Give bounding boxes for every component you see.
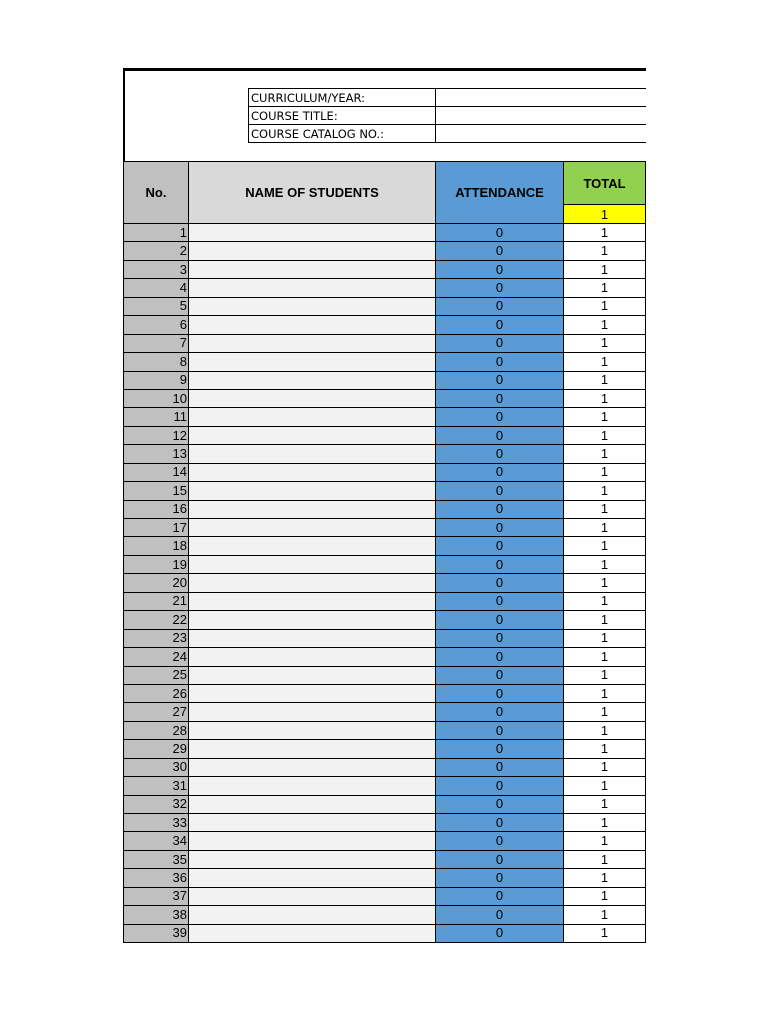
- attendance-cell[interactable]: 0: [436, 814, 564, 832]
- total-cell: 1: [564, 334, 646, 352]
- student-number-cell: 3: [124, 260, 189, 278]
- student-name-cell[interactable]: [189, 353, 436, 371]
- student-name-cell[interactable]: [189, 316, 436, 334]
- total-cell: 1: [564, 555, 646, 573]
- table-row: [124, 703, 646, 721]
- attendance-cell[interactable]: 0: [436, 777, 564, 795]
- table-row: [124, 260, 646, 278]
- attendance-cell[interactable]: 0: [436, 795, 564, 813]
- student-name-cell[interactable]: [189, 426, 436, 444]
- total-cell: 1: [564, 482, 646, 500]
- student-name-cell[interactable]: [189, 537, 436, 555]
- table-row: [124, 666, 646, 684]
- total-cell: 1: [564, 777, 646, 795]
- course-info-row: [249, 125, 647, 143]
- student-number-cell: 33: [124, 814, 189, 832]
- attendance-cell[interactable]: 0: [436, 279, 564, 297]
- course-info-value-field[interactable]: [436, 107, 647, 125]
- total-cell: 1: [564, 684, 646, 702]
- table-row: [124, 887, 646, 905]
- total-sum-cell[interactable]: 1: [564, 204, 645, 223]
- attendance-cell[interactable]: 0: [436, 353, 564, 371]
- table-row: [124, 592, 646, 610]
- student-name-cell[interactable]: [189, 740, 436, 758]
- attendance-cell[interactable]: 0: [436, 629, 564, 647]
- total-cell: 1: [564, 463, 646, 481]
- attendance-cell[interactable]: 0: [436, 555, 564, 573]
- total-cell: 1: [564, 519, 646, 537]
- student-name-cell[interactable]: [189, 224, 436, 242]
- attendance-cell[interactable]: 0: [436, 408, 564, 426]
- roster-header-row: [124, 162, 646, 224]
- table-row: [124, 850, 646, 868]
- student-name-cell[interactable]: [189, 500, 436, 518]
- attendance-cell[interactable]: 0: [436, 519, 564, 537]
- student-number-cell: 29: [124, 740, 189, 758]
- student-number-cell: 21: [124, 592, 189, 610]
- attendance-cell[interactable]: 0: [436, 371, 564, 389]
- student-number-cell: 11: [124, 408, 189, 426]
- table-row: [124, 408, 646, 426]
- table-row: [124, 242, 646, 260]
- attendance-cell[interactable]: 0: [436, 832, 564, 850]
- student-name-cell[interactable]: [189, 519, 436, 537]
- student-number-cell: 38: [124, 906, 189, 924]
- total-cell: 1: [564, 279, 646, 297]
- student-name-cell[interactable]: [189, 592, 436, 610]
- table-row: [124, 814, 646, 832]
- total-cell: 1: [564, 316, 646, 334]
- table-row: [124, 463, 646, 481]
- table-row: [124, 371, 646, 389]
- table-row: [124, 574, 646, 592]
- attendance-cell[interactable]: 0: [436, 537, 564, 555]
- student-name-cell[interactable]: [189, 334, 436, 352]
- table-row: [124, 777, 646, 795]
- student-name-cell[interactable]: [189, 721, 436, 739]
- student-number-cell: 2: [124, 242, 189, 260]
- table-row: [124, 224, 646, 242]
- course-info-table: [248, 88, 646, 143]
- student-number-cell: 37: [124, 887, 189, 905]
- table-row: [124, 721, 646, 739]
- student-name-cell[interactable]: [189, 703, 436, 721]
- attendance-cell[interactable]: 0: [436, 721, 564, 739]
- attendance-cell[interactable]: 0: [436, 463, 564, 481]
- table-row: [124, 740, 646, 758]
- total-cell: 1: [564, 224, 646, 242]
- header-total: [564, 162, 646, 224]
- student-name-cell[interactable]: [189, 906, 436, 924]
- course-info-label: COURSE TITLE:: [249, 107, 436, 125]
- student-number-cell: 28: [124, 721, 189, 739]
- table-row: [124, 869, 646, 887]
- student-name-cell[interactable]: [189, 795, 436, 813]
- student-number-cell: 31: [124, 777, 189, 795]
- student-name-cell[interactable]: [189, 924, 436, 942]
- total-cell: 1: [564, 426, 646, 444]
- student-number-cell: 1: [124, 224, 189, 242]
- attendance-cell[interactable]: 0: [436, 924, 564, 942]
- total-cell: 1: [564, 850, 646, 868]
- total-cell: 1: [564, 832, 646, 850]
- table-row: [124, 924, 646, 942]
- student-name-cell[interactable]: [189, 463, 436, 481]
- table-row: [124, 648, 646, 666]
- student-name-cell[interactable]: [189, 758, 436, 776]
- total-cell: 1: [564, 906, 646, 924]
- table-row: [124, 795, 646, 813]
- course-info-value-field[interactable]: [436, 89, 647, 107]
- student-number-cell: 22: [124, 611, 189, 629]
- attendance-cell[interactable]: 0: [436, 574, 564, 592]
- table-row: [124, 297, 646, 315]
- student-name-cell[interactable]: [189, 666, 436, 684]
- total-cell: 1: [564, 887, 646, 905]
- student-name-cell[interactable]: [189, 408, 436, 426]
- attendance-cell[interactable]: 0: [436, 389, 564, 407]
- total-cell: 1: [564, 648, 646, 666]
- course-info-row: [249, 89, 647, 107]
- student-number-cell: 10: [124, 389, 189, 407]
- table-row: [124, 611, 646, 629]
- student-name-cell[interactable]: [189, 887, 436, 905]
- attendance-cell[interactable]: 0: [436, 426, 564, 444]
- student-name-cell[interactable]: [189, 850, 436, 868]
- attendance-cell[interactable]: 0: [436, 592, 564, 610]
- course-info-label: CURRICULUM/YEAR:: [249, 89, 436, 107]
- course-info-label: COURSE CATALOG NO.:: [249, 125, 436, 143]
- student-name-cell[interactable]: [189, 574, 436, 592]
- student-number-cell: 27: [124, 703, 189, 721]
- table-row: [124, 500, 646, 518]
- student-name-cell[interactable]: [189, 684, 436, 702]
- table-row: [124, 482, 646, 500]
- student-name-cell[interactable]: [189, 648, 436, 666]
- course-info-value-field[interactable]: [436, 125, 647, 143]
- table-row: [124, 832, 646, 850]
- total-cell: 1: [564, 408, 646, 426]
- student-number-cell: 9: [124, 371, 189, 389]
- student-number-cell: 24: [124, 648, 189, 666]
- student-name-cell[interactable]: [189, 389, 436, 407]
- attendance-roster-table: [123, 161, 646, 943]
- header-name-of-students: NAME OF STUDENTS: [189, 162, 436, 224]
- total-cell: 1: [564, 353, 646, 371]
- total-cell: 1: [564, 758, 646, 776]
- table-row: [124, 353, 646, 371]
- course-info-row: [249, 107, 647, 125]
- student-number-cell: 30: [124, 758, 189, 776]
- total-cell: 1: [564, 721, 646, 739]
- student-name-cell[interactable]: [189, 260, 436, 278]
- table-row: [124, 758, 646, 776]
- attendance-cell[interactable]: 0: [436, 684, 564, 702]
- total-cell: 1: [564, 924, 646, 942]
- student-number-cell: 23: [124, 629, 189, 647]
- student-name-cell[interactable]: [189, 371, 436, 389]
- attendance-cell[interactable]: 0: [436, 297, 564, 315]
- student-name-cell[interactable]: [189, 445, 436, 463]
- student-number-cell: 17: [124, 519, 189, 537]
- total-cell: 1: [564, 795, 646, 813]
- student-name-cell[interactable]: [189, 555, 436, 573]
- attendance-cell[interactable]: 0: [436, 224, 564, 242]
- total-cell: 1: [564, 666, 646, 684]
- student-number-cell: 6: [124, 316, 189, 334]
- student-number-cell: 8: [124, 353, 189, 371]
- attendance-cell[interactable]: 0: [436, 887, 564, 905]
- table-row: [124, 426, 646, 444]
- table-row: [124, 555, 646, 573]
- student-name-cell[interactable]: [189, 279, 436, 297]
- attendance-cell[interactable]: 0: [436, 869, 564, 887]
- total-cell: 1: [564, 629, 646, 647]
- total-cell: 1: [564, 389, 646, 407]
- student-number-cell: 35: [124, 850, 189, 868]
- total-cell: 1: [564, 242, 646, 260]
- total-cell: 1: [564, 611, 646, 629]
- attendance-cell[interactable]: 0: [436, 906, 564, 924]
- attendance-cell[interactable]: 0: [436, 648, 564, 666]
- attendance-cell[interactable]: 0: [436, 445, 564, 463]
- table-row: [124, 629, 646, 647]
- student-number-cell: 13: [124, 445, 189, 463]
- total-cell: 1: [564, 500, 646, 518]
- student-name-cell[interactable]: [189, 242, 436, 260]
- attendance-cell[interactable]: 0: [436, 740, 564, 758]
- attendance-cell[interactable]: 0: [436, 242, 564, 260]
- student-name-cell[interactable]: [189, 629, 436, 647]
- student-number-cell: 20: [124, 574, 189, 592]
- table-row: [124, 389, 646, 407]
- total-cell: 1: [564, 740, 646, 758]
- student-number-cell: 19: [124, 555, 189, 573]
- header-total-label: TOTAL: [583, 176, 626, 191]
- student-name-cell[interactable]: [189, 611, 436, 629]
- student-number-cell: 12: [124, 426, 189, 444]
- student-number-cell: 14: [124, 463, 189, 481]
- attendance-cell[interactable]: 0: [436, 316, 564, 334]
- table-row: [124, 537, 646, 555]
- attendance-cell[interactable]: 0: [436, 334, 564, 352]
- total-cell: 1: [564, 814, 646, 832]
- total-cell: 1: [564, 703, 646, 721]
- student-number-cell: 34: [124, 832, 189, 850]
- attendance-cell[interactable]: 0: [436, 500, 564, 518]
- table-row: [124, 316, 646, 334]
- table-row: [124, 334, 646, 352]
- student-number-cell: 26: [124, 684, 189, 702]
- student-name-cell[interactable]: [189, 297, 436, 315]
- table-row: [124, 279, 646, 297]
- student-number-cell: 4: [124, 279, 189, 297]
- student-number-cell: 16: [124, 500, 189, 518]
- total-cell: 1: [564, 297, 646, 315]
- attendance-cell[interactable]: 0: [436, 758, 564, 776]
- student-number-cell: 5: [124, 297, 189, 315]
- attendance-cell[interactable]: 0: [436, 703, 564, 721]
- table-row: [124, 684, 646, 702]
- total-cell: 1: [564, 869, 646, 887]
- student-name-cell[interactable]: [189, 869, 436, 887]
- student-number-cell: 7: [124, 334, 189, 352]
- student-number-cell: 36: [124, 869, 189, 887]
- total-cell: 1: [564, 371, 646, 389]
- student-number-cell: 15: [124, 482, 189, 500]
- student-number-cell: 32: [124, 795, 189, 813]
- total-cell: 1: [564, 574, 646, 592]
- student-number-cell: 39: [124, 924, 189, 942]
- table-row: [124, 445, 646, 463]
- table-row: [124, 519, 646, 537]
- attendance-cell[interactable]: 0: [436, 482, 564, 500]
- student-number-cell: 25: [124, 666, 189, 684]
- student-name-cell[interactable]: [189, 777, 436, 795]
- table-row: [124, 906, 646, 924]
- student-name-cell[interactable]: [189, 482, 436, 500]
- attendance-cell[interactable]: 0: [436, 850, 564, 868]
- student-name-cell[interactable]: [189, 832, 436, 850]
- student-name-cell[interactable]: [189, 814, 436, 832]
- total-cell: 1: [564, 445, 646, 463]
- student-number-cell: 18: [124, 537, 189, 555]
- attendance-cell[interactable]: 0: [436, 666, 564, 684]
- header-no: No.: [124, 162, 189, 224]
- attendance-cell[interactable]: 0: [436, 611, 564, 629]
- attendance-cell[interactable]: 0: [436, 260, 564, 278]
- total-cell: 1: [564, 592, 646, 610]
- total-cell: 1: [564, 537, 646, 555]
- header-attendance: ATTENDANCE: [436, 162, 564, 224]
- total-cell: 1: [564, 260, 646, 278]
